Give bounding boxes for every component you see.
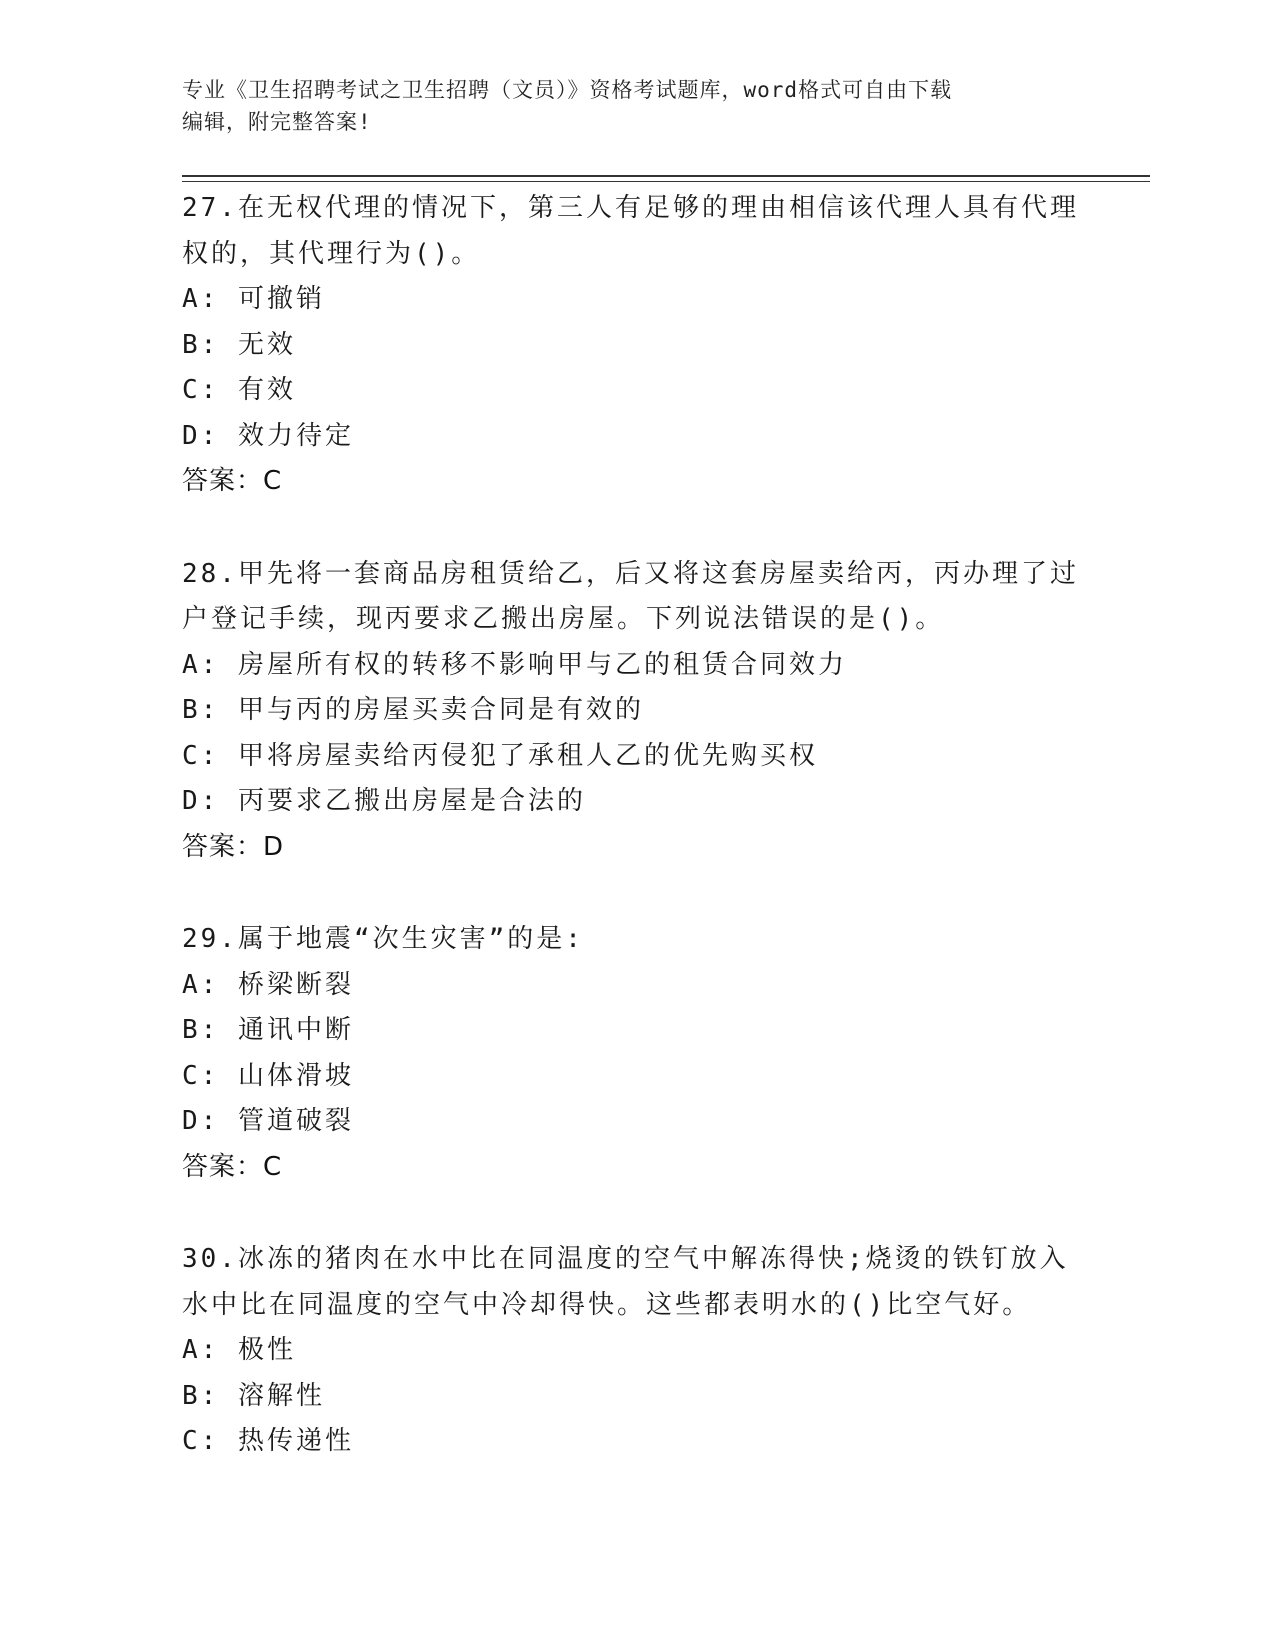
option-c: C: 有效	[182, 375, 296, 405]
answer-line: 答案：C	[182, 466, 283, 496]
option-b: B: 无效	[182, 329, 296, 360]
question-list	[182, 186, 1142, 1512]
option-d: D: 效力待定	[182, 420, 354, 451]
question-29	[182, 917, 1142, 1190]
option-c: C: 甲将房屋卖给丙侵犯了承租人乙的优先购买权	[182, 740, 818, 771]
option-d: D: 管道破裂	[182, 1106, 354, 1136]
question-stem-line: 权的，其代理行为()。	[182, 238, 481, 269]
answer-line: 答案：D	[182, 831, 285, 862]
header-line-2: 编辑，附完整答案!	[182, 110, 372, 134]
option-a: A: 极性	[182, 1335, 296, 1365]
option-b: B: 甲与丙的房屋买卖合同是有效的	[182, 695, 644, 725]
answer-line: 答案：C	[182, 1151, 283, 1182]
question-28	[182, 552, 1142, 871]
question-stem-line: 29.属于地震“次生灾害”的是:	[182, 924, 584, 954]
option-a: A: 可撤销	[182, 284, 325, 314]
header-divider-thin	[182, 181, 1150, 182]
option-b: B: 溶解性	[182, 1380, 325, 1411]
question-stem-line: 30.冰冻的猪肉在水中比在同温度的空气中解冻得快;烧烫的铁钉放入	[182, 1244, 1069, 1274]
option-d: D: 丙要求乙搬出房屋是合法的	[182, 786, 586, 816]
option-c: C: 热传递性	[182, 1426, 354, 1456]
option-b: B: 通讯中断	[182, 1015, 354, 1045]
question-stem-line: 水中比在同温度的空气中冷却得快。这些都表明水的()比空气好。	[182, 1289, 1032, 1320]
question-30	[182, 1237, 1142, 1465]
document-header	[182, 74, 1062, 138]
question-stem-line: 27.在无权代理的情况下，第三人有足够的理由相信该代理人具有代理	[182, 193, 1079, 223]
option-a: A: 桥梁断裂	[182, 969, 354, 1000]
question-stem-line: 28.甲先将一套商品房租赁给乙，后又将这套房屋卖给丙，丙办理了过	[182, 558, 1079, 589]
question-stem-line: 户登记手续，现丙要求乙搬出房屋。下列说法错误的是()。	[182, 604, 945, 634]
header-divider-thick	[182, 175, 1150, 177]
option-a: A: 房屋所有权的转移不影响甲与乙的租赁合同效力	[182, 649, 847, 680]
question-27	[182, 186, 1142, 505]
option-c: C: 山体滑坡	[182, 1060, 354, 1091]
header-line-1: 专业《卫生招聘考试之卫生招聘（文员）》资格考试题库，word格式可自由下载	[182, 78, 953, 102]
